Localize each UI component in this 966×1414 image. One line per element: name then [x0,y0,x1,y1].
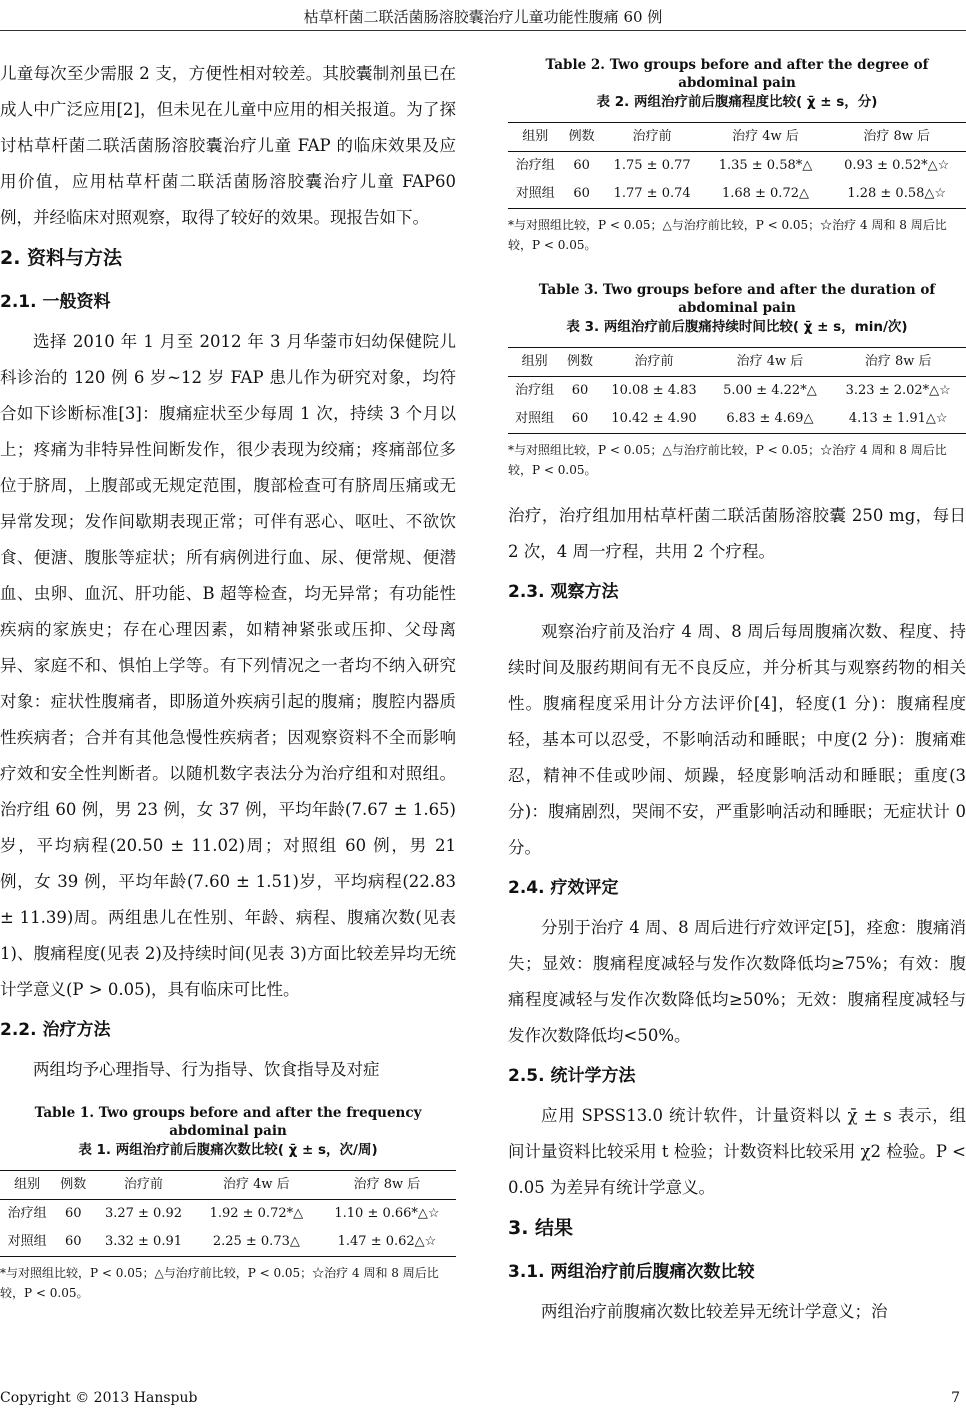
section-3-heading: 3. 结果 [508,1217,574,1239]
table-cell: 2.25 ± 0.73△ [212,1234,300,1249]
table-cell: 60 [571,383,589,398]
table-cell: 10.42 ± 4.90 [611,411,697,426]
section-2-4-paragraph: 分别于治疗 4 周、8 周后进行疗效评定[5]，痊愈：腹痛消失；显效：腹痛程度减轻与发作次数降低均≥75%；有效：腹痛程度减轻与发作次数降低均≥50%；无效：腹痛程度减轻与发作次数降低均<50%。 [508,918,966,1045]
section-3-1-paragraph: 两组治疗前腹痛次数比较差异无统计学意义；治 [541,1302,888,1321]
table-2 [508,56,966,255]
table-3-note: *与对照组比较，P < 0.05；△与治疗前比较，P < 0.05；☆治疗 4 周和 8 周后比较，P < 0.05。 [508,443,947,477]
table-cell: 6.83 ± 4.69△ [726,411,814,426]
table-2-note: *与对照组比较，P < 0.05；△与治疗前比较，P < 0.05；☆治疗 4 周和 8 周后比较，P < 0.05。 [508,218,947,252]
table-2-grid [508,122,966,209]
table-1-caption-en: Table 1. Two groups before and after the frequency abdominal pain [34,1105,422,1139]
left-column [0,56,456,1303]
table-3-caption-zh: 表 3. 两组治疗前后腹痛持续时间比较( χ̄ ± s，min/次) [566,319,908,335]
section-2-4-heading: 2.4. 疗效评定 [508,878,619,898]
section-2-1-paragraph: 选择 2010 年 1 月至 2012 年 3 月华蓥市妇幼保健院儿科诊治的 120 例 6 岁~12 岁 FAP 患儿作为研究对象，均符合如下诊断标准[3]：腹痛症状至少每周 1 次，持续 3 个月以上；疼痛为非特异性间断发作，很少表现为绞痛；疼痛部位多位于脐周，上腹部或无规定范围，腹部检查可有脐周压痛或无异常发现；发作间歇期表现正常；可伴有恶心、呕吐、不欲饮食、便溏、腹胀等症状；所有病例进行血、尿、便常规、便潜血、虫卵、血沉、肝功能、B 超等检查，均无异常；有功能性疾病的家族史；存在心理因素，如精神紧张或压抑、父母离异、家庭不和、惧怕上学等。有下列情况之一者均不纳入研究对象：症状性腹痛者，即肠道外疾病引起的腹痛；腹腔内器质性疾病者；合并有其他急慢性疾病者；因观察资料不全而影响疗效和安全性判断者。以随机数字表法分为治疗组和对照组。治疗组 60 例，男 23 例，女 37 例，平均年龄(7.67 ± 1.65)岁，平均病程(20.50 ± 11.02)周；对照组 60 例，男 21 例，女 39 例，平均年龄(7.60 ± 1.51)岁，平均病程(22.83 ± 11.39)周。两组患儿在性别、年龄、病程、腹痛次数(见表 1)、腹痛程度(见表 2)及持续时间(见表 3)方面比较差异均无统计学意义(P > 0.05)，具有临床可比性。 [0,332,456,999]
table-cell: 1.68 ± 0.72△ [721,186,809,201]
section-2-3-paragraph: 观察治疗前及治疗 4 周、8 周后每周腹痛次数、程度、持续时间及服药期间有无不良反应，并分析其与观察药物的相关性。腹痛程度采用计分方法评价[4]，轻度(1 分)：腹痛程度轻，基本可以忍受，不影响活动和睡眠；中度(2 分)：腹痛难忍，精神不佳或吵闹、烦躁，轻度影响活动和睡眠；重度(3 分)：腹痛剧烈，哭闹不安，严重影响活动和睡眠；无症状计 0 分。 [508,622,966,857]
table-cell: 治疗组 [515,158,555,173]
table-cell: 1.92 ± 0.72*△ [209,1206,304,1221]
table-2-caption-zh: 表 2. 两组治疗前后腹痛程度比较( χ̄ ± s，分) [596,94,878,110]
table-header-cell: 治疗前 [634,354,674,369]
table-cell: 治疗组 [7,1206,47,1221]
table-cell: 1.10 ± 0.66*△☆ [334,1206,440,1221]
table-cell: 3.32 ± 0.91 [104,1234,183,1249]
table-header-cell: 例数 [60,1177,87,1192]
table-cell: 60 [573,158,590,173]
table-cell: 1.77 ± 0.74 [613,186,691,201]
table-cell: 1.47 ± 0.62△☆ [337,1234,437,1249]
table-cell: 1.28 ± 0.58△☆ [847,186,947,201]
table-header-cell: 治疗 8w 后 [353,1177,421,1192]
table-cell: 60 [571,411,589,426]
page-number: 7 [951,1390,960,1406]
table-cell: 1.35 ± 0.58*△ [718,158,813,173]
table-header-cell: 治疗 4w 后 [223,1177,290,1192]
table-header-cell: 治疗 4w 后 [732,129,799,144]
table-3-grid [508,347,966,434]
table-cell: 治疗组 [515,383,555,398]
table-cell: 3.23 ± 2.02*△☆ [845,383,951,398]
table-cell: 10.08 ± 4.83 [611,383,697,398]
table-1-caption-zh: 表 1. 两组治疗前后腹痛次数比较( χ̄ ± s，次/周) [78,1142,378,1158]
header-rule [0,30,966,31]
table-row [0,1228,456,1257]
table-cell: 60 [573,186,590,201]
section-2-heading: 2. 资料与方法 [0,247,123,269]
table-cell: 60 [65,1234,82,1249]
table-header-cell: 例数 [568,129,595,144]
table-cell: 3.27 ± 0.92 [104,1206,183,1221]
table-row [508,405,966,434]
table-2-caption-en: Table 2. Two groups before and after the degree of abdominal pain [545,57,929,91]
section-2-1-heading: 2.1. 一般资料 [0,292,111,312]
table-1 [0,1104,456,1303]
table-cell: 4.13 ± 1.91△☆ [848,411,948,426]
copyright: Copyright © 2013 Hanspub [0,1390,198,1406]
table-row [508,152,966,181]
table-row [508,377,966,406]
table-cell: 1.75 ± 0.77 [613,158,691,173]
section-2-2-continued: 治疗，治疗组加用枯草杆菌二联活菌肠溶胶囊 250 mg，每日 2 次，4 周一疗程，共用 2 个疗程。 [508,506,966,561]
table-header-cell: 组别 [14,1177,41,1192]
table-header-cell: 例数 [566,354,593,369]
table-cell: 0.93 ± 0.52*△☆ [844,158,950,173]
table-header-cell: 组别 [521,354,548,369]
table-header-cell: 组别 [522,129,549,144]
table-1-note: *与对照组比较，P < 0.05；△与治疗前比较，P < 0.05；☆治疗 4 周和 8 周后比较，P < 0.05。 [0,1266,439,1300]
intro-paragraph: 儿童每次至少需服 2 支，方便性相对较差。其胶囊制剂虽已在成人中广泛应用[2]，但未见在儿童中应用的相关报道。为了探讨枯草杆菌二联活菌肠溶胶囊治疗儿童 FAP 的临床效果及应用价值，应用枯草杆菌二联活菌肠溶胶囊治疗儿童 FAP60 例，并经临床对照观察，取得了较好的效果。现报告如下。 [0,64,456,227]
section-3-1-heading: 3.1. 两组治疗前后腹痛次数比较 [508,1262,755,1282]
table-header-cell: 治疗 8w 后 [863,129,931,144]
table-row [0,1200,456,1229]
table-cell: 对照组 [515,186,555,201]
table-1-grid [0,1170,456,1257]
table-row [508,180,966,209]
table-cell: 60 [65,1206,82,1221]
table-header-cell: 治疗前 [123,1177,163,1192]
section-2-5-heading: 2.5. 统计学方法 [508,1066,636,1086]
running-header: 枯草杆菌二联活菌肠溶胶囊治疗儿童功能性腹痛 60 例 [303,8,663,26]
table-header-cell: 治疗 4w 后 [736,354,804,369]
table-cell: 5.00 ± 4.22*△ [723,383,817,398]
table-cell: 对照组 [515,411,555,426]
section-2-5-paragraph: 应用 SPSS13.0 统计软件，计量资料以 χ̄ ± s 表示，组间计量资料比较采用 t 检验；计数资料比较采用 χ2 检验。P < 0.05 为差异有统计学意义。 [508,1106,966,1197]
section-2-2-paragraph: 两组均予心理指导、行为指导、饮食指导及对症 [33,1060,380,1079]
section-2-3-heading: 2.3. 观察方法 [508,582,619,602]
table-header-cell: 治疗 8w 后 [864,354,932,369]
section-2-2-heading: 2.2. 治疗方法 [0,1020,111,1040]
table-3 [508,281,966,480]
table-header-cell: 治疗前 [632,129,672,144]
table-cell: 对照组 [7,1234,47,1249]
table-3-caption-en: Table 3. Two groups before and after the duration of abdominal pain [538,282,936,316]
right-column [508,56,966,1330]
